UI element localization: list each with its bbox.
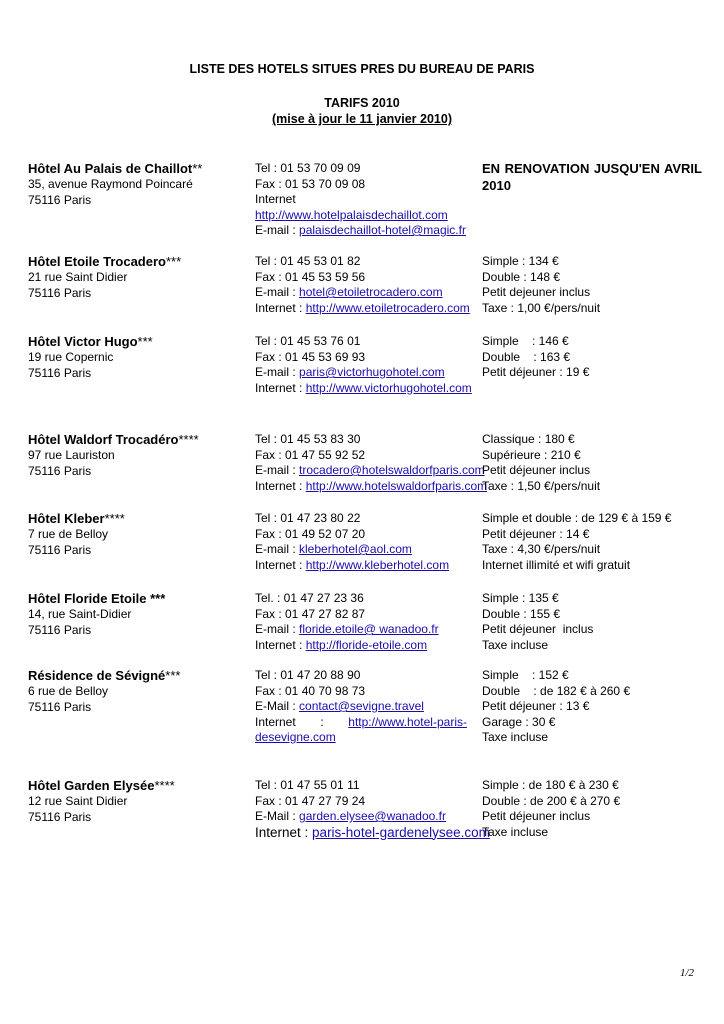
- hotel-name: Hôtel Etoile Trocadero: [28, 254, 166, 269]
- update-date: (mise à jour le 11 janvier 2010): [272, 112, 452, 126]
- hotel-name: Hôtel Victor Hugo: [28, 334, 138, 349]
- page-number: 1/2: [680, 967, 695, 979]
- hotel-address-city: 75116 Paris: [28, 192, 92, 207]
- hotel-website-link[interactable]: http://www.hotelpalaisdechaillot.com: [255, 207, 448, 222]
- hotel-email-label: E-Mail :: [255, 699, 300, 713]
- hotel-email-link[interactable]: contact@sevigne.travel: [299, 699, 424, 713]
- hotel-stars: ****: [178, 432, 199, 447]
- hotel-stars: ***: [165, 254, 182, 269]
- hotel-name: Hôtel Floride Etoile: [28, 591, 151, 606]
- rate-line: Classique : 180 €: [482, 432, 575, 446]
- hotel-address-street: 19 rue Copernic: [28, 350, 114, 364]
- hotel-tel: Tel. : 01 47 27 23 36: [255, 591, 364, 605]
- hotel-tel: Tel : 01 53 70 09 09: [255, 161, 361, 175]
- hotel-email-link[interactable]: kleberhotel@aol.com: [299, 542, 412, 556]
- hotel-fax: Fax : 01 47 27 82 87: [255, 606, 366, 621]
- hotel-fax: Fax : 01 49 52 07 20: [255, 526, 366, 541]
- hotel-internet-label: Internet: [255, 714, 296, 729]
- rate-line: Simple et double : de 129 € à 159 €: [482, 511, 672, 525]
- hotel-email-label: E-mail :: [255, 365, 300, 379]
- rate-line: Taxe : 1,50 €/pers/nuit: [482, 478, 601, 493]
- rate-line: Simple : 135 €: [482, 591, 559, 605]
- rate-line: Simple : 146 €: [482, 334, 569, 348]
- hotel-address-city: 75116 Paris: [28, 285, 92, 300]
- hotel-tel: Tel : 01 47 55 01 11: [255, 778, 360, 792]
- rate-line: Taxe incluse: [482, 637, 549, 652]
- hotel-email-link[interactable]: floride.etoile@ wanadoo.fr: [299, 622, 439, 636]
- hotel-address-city: 75116 Paris: [28, 622, 92, 637]
- document-title: LISTE DES HOTELS SITUES PRES DU BUREAU DE PARIS: [189, 62, 535, 76]
- rate-line: Double : 148 €: [482, 269, 561, 284]
- rate-line: Taxe incluse: [482, 730, 549, 744]
- hotel-name: Hôtel Kleber: [28, 511, 105, 526]
- hotel-address-city: 75116 Paris: [28, 542, 92, 557]
- hotel-address-city: 75116 Paris: [28, 365, 92, 380]
- rate-line: Double : 155 €: [482, 606, 561, 621]
- rate-line: Internet illimité et wifi gratuit: [482, 557, 631, 572]
- rate-line: Double : de 200 € à 270 €: [482, 793, 621, 808]
- hotel-website-link-continued[interactable]: desevigne.com: [255, 730, 336, 744]
- hotel-stars: ***: [165, 668, 181, 683]
- hotel-internet-label: Internet :: [255, 300, 306, 315]
- hotel-email-label: E-mail :: [255, 542, 300, 556]
- hotel-address-city: 75116 Paris: [28, 463, 92, 478]
- rate-line: Petit dejeuner inclus: [482, 285, 591, 299]
- hotel-fax: Fax : 01 53 70 09 08: [255, 176, 366, 191]
- hotel-website-link[interactable]: http://www.victorhugohotel.com: [305, 380, 472, 395]
- hotel-website-link[interactable]: http://floride-etoile.com: [305, 637, 428, 652]
- rate-line: Simple : 152 €: [482, 668, 569, 682]
- hotel-email-link[interactable]: palaisdechaillot-hotel@magic.fr: [299, 223, 466, 237]
- hotel-name: Hôtel Au Palais de Chaillot: [28, 161, 193, 176]
- rate-line: Petit déjeuner inclus: [482, 809, 591, 823]
- rate-line: Double : de 182 € à 260 €: [482, 683, 631, 698]
- hotel-email-label: E-mail :: [255, 622, 300, 636]
- rate-line: Simple : de 180 € à 230 €: [482, 778, 619, 792]
- hotel-email-label: E-mail :: [255, 223, 300, 237]
- hotel-fax: Fax : 01 40 70 98 73: [255, 683, 366, 698]
- hotel-stars: **: [192, 161, 203, 176]
- hotel-fax: Fax : 01 45 53 59 56: [255, 269, 366, 284]
- hotel-internet-label: Internet :: [255, 380, 306, 395]
- hotel-website-link[interactable]: http://www.hotel-paris-: [348, 714, 467, 729]
- hotel-address-street: 21 rue Saint Didier: [28, 270, 128, 284]
- hotel-address-street: 35, avenue Raymond Poincaré: [28, 177, 193, 191]
- hotel-address-street: 7 rue de Belloy: [28, 527, 109, 541]
- hotel-internet-label: Internet :: [255, 557, 306, 572]
- rate-line: Double : 163 €: [482, 349, 571, 364]
- hotel-fax: Fax : 01 47 55 92 52: [255, 447, 366, 462]
- hotel-tel: Tel : 01 47 23 80 22: [255, 511, 361, 525]
- hotel-internet-label: Internet: [255, 192, 296, 206]
- hotel-website-link[interactable]: http://www.hotelswaldorfparis.com: [305, 478, 488, 493]
- hotel-stars: ****: [154, 778, 175, 793]
- rate-line: Petit déjeuner inclus: [482, 463, 591, 477]
- hotel-stars: ***: [150, 591, 166, 606]
- rate-line: Petit déjeuner : 13 €: [482, 699, 590, 713]
- hotel-website-link[interactable]: http://www.etoiletrocadero.com: [305, 300, 470, 315]
- rate-line: Petit déjeuner : 19 €: [482, 365, 590, 379]
- hotel-email-label: E-mail :: [255, 285, 300, 299]
- hotel-renovation-note: EN RENOVATION JUSQU'EN AVRIL 2010: [482, 161, 702, 193]
- rate-line: Petit déjeuner : 14 €: [482, 526, 590, 541]
- hotel-address-street: 6 rue de Belloy: [28, 684, 109, 698]
- hotel-address-street: 12 rue Saint Didier: [28, 794, 128, 808]
- rate-line: Taxe : 1,00 €/pers/nuit: [482, 300, 601, 315]
- hotel-stars: ***: [137, 334, 153, 349]
- rate-line: Petit déjeuner inclus: [482, 622, 594, 636]
- hotel-name: Hôtel Waldorf Trocadéro: [28, 432, 179, 447]
- hotel-tel: Tel : 01 45 53 76 01: [255, 334, 361, 348]
- hotel-website-link[interactable]: paris-hotel-gardenelysee.com: [312, 824, 490, 840]
- hotel-internet-label: Internet :: [255, 478, 306, 493]
- hotel-internet-label: Internet :: [255, 824, 313, 840]
- hotel-email-link[interactable]: garden.elysee@wanadoo.fr: [299, 809, 446, 823]
- hotel-internet-separator: :: [320, 714, 324, 729]
- rate-line: Garage : 30 €: [482, 714, 556, 729]
- rate-line: Taxe : 4,30 €/pers/nuit: [482, 542, 601, 556]
- hotel-fax: Fax : 01 47 27 79 24: [255, 793, 366, 808]
- hotel-address-city: 75116 Paris: [28, 699, 92, 714]
- hotel-address-street: 97 rue Lauriston: [28, 448, 115, 462]
- hotel-tel: Tel : 01 45 53 83 30: [255, 432, 361, 446]
- hotel-email-link[interactable]: paris@victorhugohotel.com: [299, 365, 445, 379]
- hotel-email-label: E-Mail :: [255, 809, 300, 823]
- hotel-email-label: E-mail :: [255, 463, 300, 477]
- rate-line: Simple : 134 €: [482, 254, 559, 268]
- hotel-email-link[interactable]: trocadero@hotelswaldorfparis.com: [299, 463, 485, 477]
- hotel-tel: Tel : 01 45 53 01 82: [255, 254, 361, 268]
- rate-line: Taxe incluse: [482, 824, 549, 839]
- hotel-stars: ****: [104, 511, 125, 526]
- hotel-website-link[interactable]: http://www.kleberhotel.com: [305, 557, 450, 572]
- hotel-fax: Fax : 01 45 53 69 93: [255, 349, 366, 364]
- hotel-name: Résidence de Sévigné: [28, 668, 166, 683]
- hotel-name: Hôtel Garden Elysée: [28, 778, 155, 793]
- hotel-internet-label: Internet :: [255, 637, 306, 652]
- hotel-address-street: 14, rue Saint-Didier: [28, 607, 132, 621]
- hotel-address-city: 75116 Paris: [28, 809, 92, 824]
- hotel-tel: Tel : 01 47 20 88 90: [255, 668, 361, 682]
- hotel-email-link[interactable]: hotel@etoiletrocadero.com: [299, 285, 443, 299]
- rate-line: Supérieure : 210 €: [482, 447, 581, 462]
- document-subtitle: TARIFS 2010: [324, 96, 400, 110]
